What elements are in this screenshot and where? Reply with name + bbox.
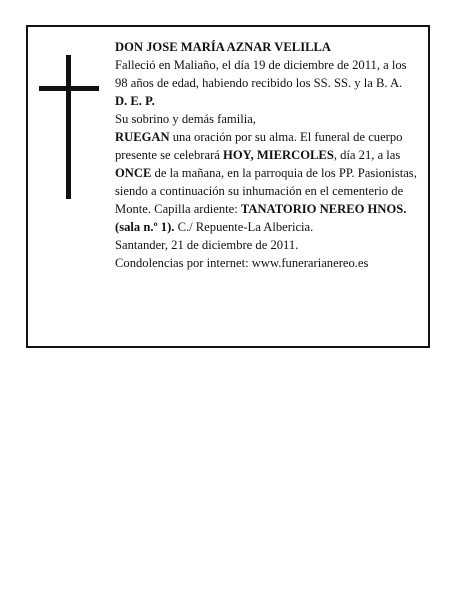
funeral-home: TANATORIO NEREO HNOS. (sala n.º 1). [115,202,407,234]
obituary-text [115,38,420,272]
deceased-name: DON JOSE MARÍA AZNAR VELILLA [115,40,331,54]
obituary-notice [26,25,430,348]
place-date: Santander, 21 de diciembre de 2011. [115,238,299,252]
rip-label: D. E. P. [115,94,155,108]
funeral-hour: ONCE [115,166,152,180]
request-text-3: de la mañana, en la parroquia de los PP. Pasionistas, siendo a continuación su inhumación en el cementerio de Monte. Capilla ardiente: [115,166,417,216]
request-verb: RUEGAN [115,130,170,144]
funeral-request [115,128,420,236]
funeral-address: C./ Repuente-La Albericia. [174,220,314,234]
request-text-2: , día 21, a las [333,148,401,162]
cross-horizontal-bar [39,86,99,91]
cross-vertical-bar [66,55,71,199]
family-line: Su sobrino y demás familia, [115,112,256,126]
funeral-day: HOY, MIERCOLES [223,148,334,162]
request-text-1: una oración por su alma. El funeral de cuerpo presente se celebrará [115,130,403,162]
death-notice: Falleció en Maliaño, el día 19 de diciembre de 2011, a los 98 años de edad, habiendo recibido los SS. SS. y la B. A. [115,58,407,90]
cross-icon [39,55,99,199]
condolences-line: Condolencias por internet: www.funerarianereo.es [115,256,369,270]
